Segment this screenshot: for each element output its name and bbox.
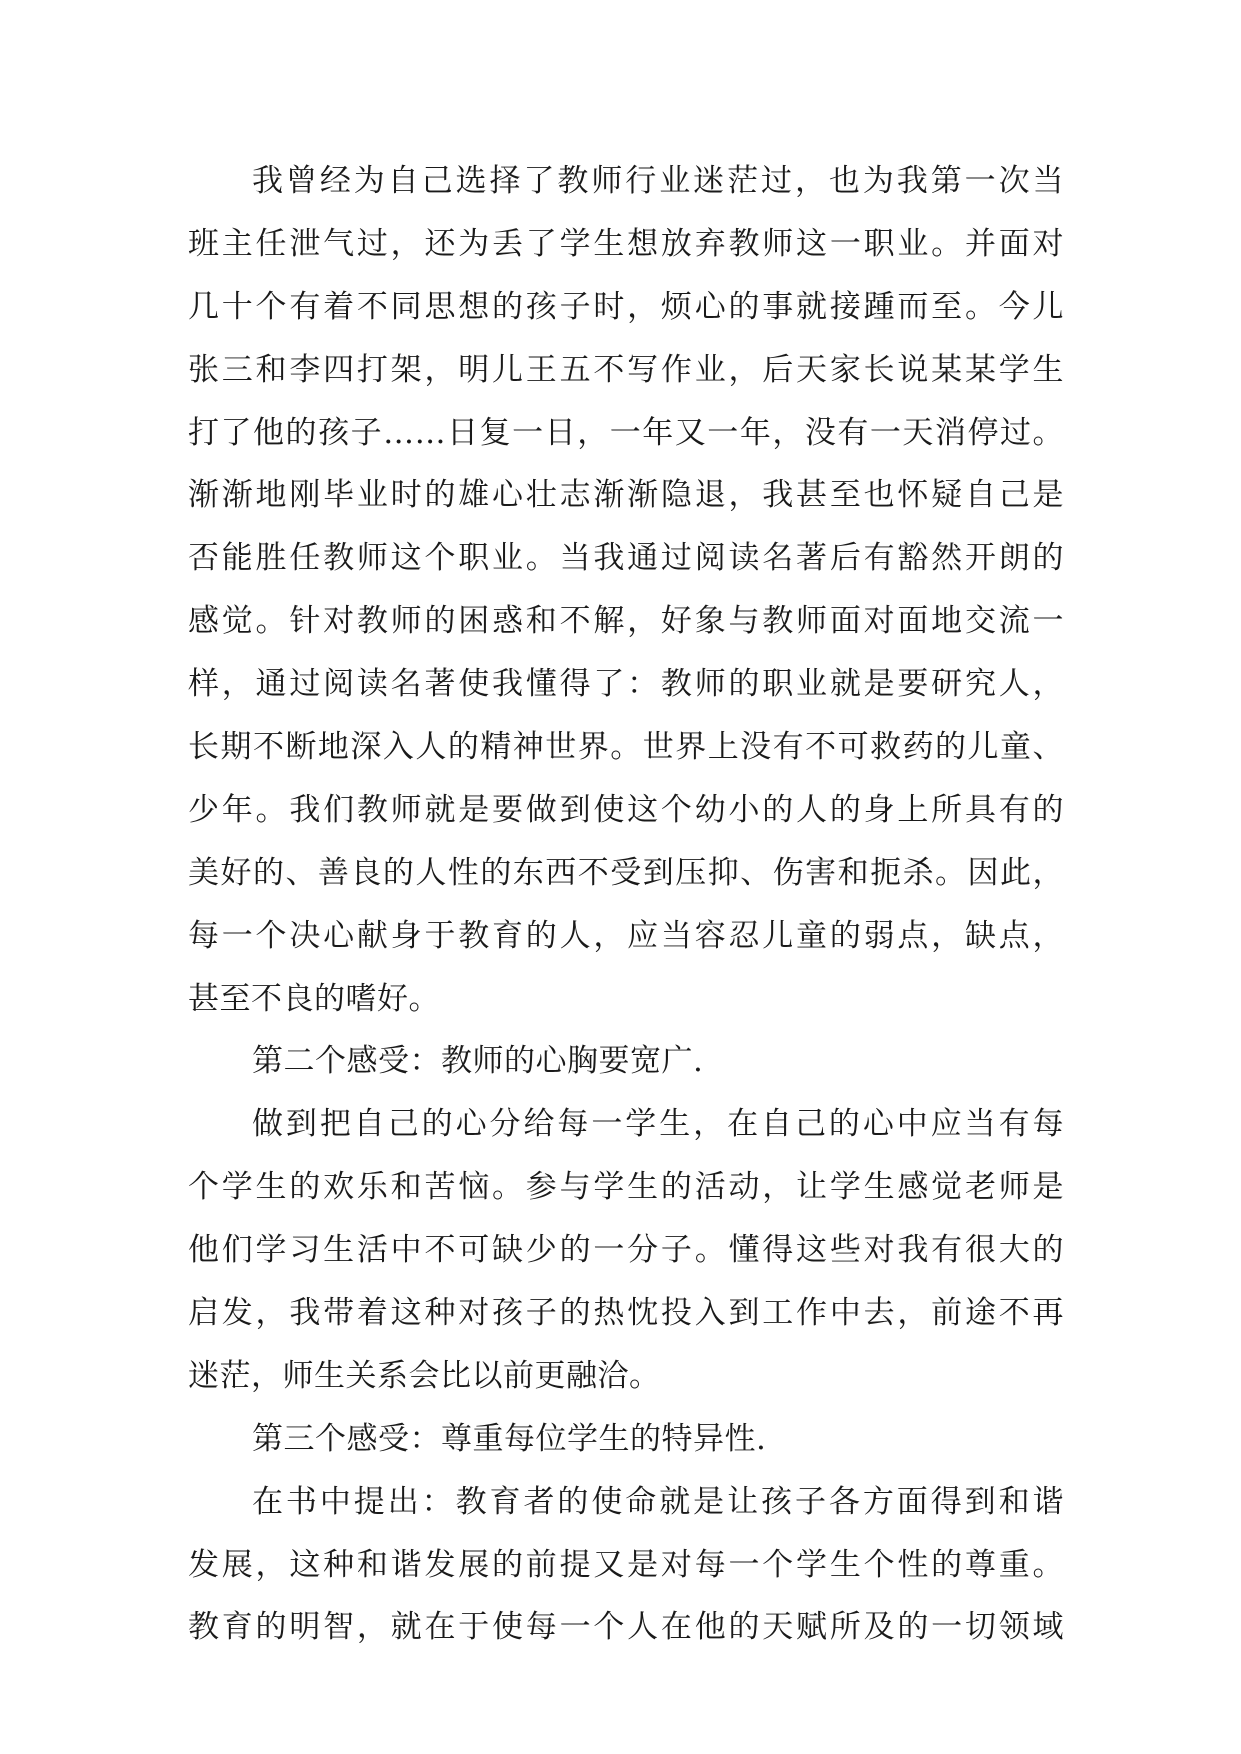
text-line: 个学生的欢乐和苦恼。参与学生的活动，让学生感觉老师是 <box>188 1169 1064 1206</box>
text-line: 张三和李四打架，明儿王五不写作业，后天家长说某某学生 <box>188 351 1064 388</box>
text-line: 教育的明智，就在于使每一个人在他的天赋所及的一切领域 <box>188 1609 1064 1646</box>
text-line: 启发，我带着这种对孩子的热忱投入到工作中去，前途不再 <box>188 1295 1064 1332</box>
text-line: 感觉。针对教师的困惑和不解，好象与教师面对面地交流一 <box>188 603 1064 640</box>
text-line: 长期不断地深入人的精神世界。世界上没有不可救药的儿童、 <box>188 729 1064 766</box>
text-line: 甚至不良的嗜好。 <box>188 980 440 1017</box>
text-line: 他们学习生活中不可缺少的一分子。懂得这些对我有很大的 <box>188 1232 1064 1269</box>
text-line: 打了他的孩子……日复一日，一年又一年，没有一天消停过。 <box>188 414 1064 451</box>
text-line: 样，通过阅读名著使我懂得了：教师的职业就是要研究人， <box>188 666 1064 703</box>
text-line: 发展，这种和谐发展的前提又是对每一个学生个性的尊重。 <box>188 1546 1064 1583</box>
section-heading: 第三个感受：尊重每位学生的特异性. <box>252 1420 767 1457</box>
text-line: 迷茫，师生关系会比以前更融洽。 <box>188 1357 661 1394</box>
section-heading: 第二个感受：教师的心胸要宽广. <box>252 1043 704 1080</box>
text-line: 每一个决心献身于教育的人，应当容忍儿童的弱点，缺点， <box>188 917 1064 954</box>
text-line: 渐渐地刚毕业时的雄心壮志渐渐隐退，我甚至也怀疑自己是 <box>188 477 1064 514</box>
text-line: 做到把自己的心分给每一学生，在自己的心中应当有每 <box>252 1106 1064 1143</box>
text-line: 在书中提出：教育者的使命就是让孩子各方面得到和谐 <box>252 1483 1064 1520</box>
text-line: 我曾经为自己选择了教师行业迷茫过，也为我第一次当 <box>252 163 1064 199</box>
text-line: 美好的、善良的人性的东西不受到压抑、伤害和扼杀。因此， <box>188 854 1064 891</box>
document-body <box>188 150 1064 1659</box>
text-line: 少年。我们教师就是要做到使这个幼小的人的身上所具有的 <box>188 791 1064 828</box>
text-line: 几十个有着不同思想的孩子时，烦心的事就接踵而至。今儿 <box>188 288 1064 325</box>
text-line: 否能胜任教师这个职业。当我通过阅读名著后有豁然开朗的 <box>188 540 1064 577</box>
text-line: 班主任泄气过，还为丢了学生想放弃教师这一职业。并面对 <box>188 225 1064 262</box>
